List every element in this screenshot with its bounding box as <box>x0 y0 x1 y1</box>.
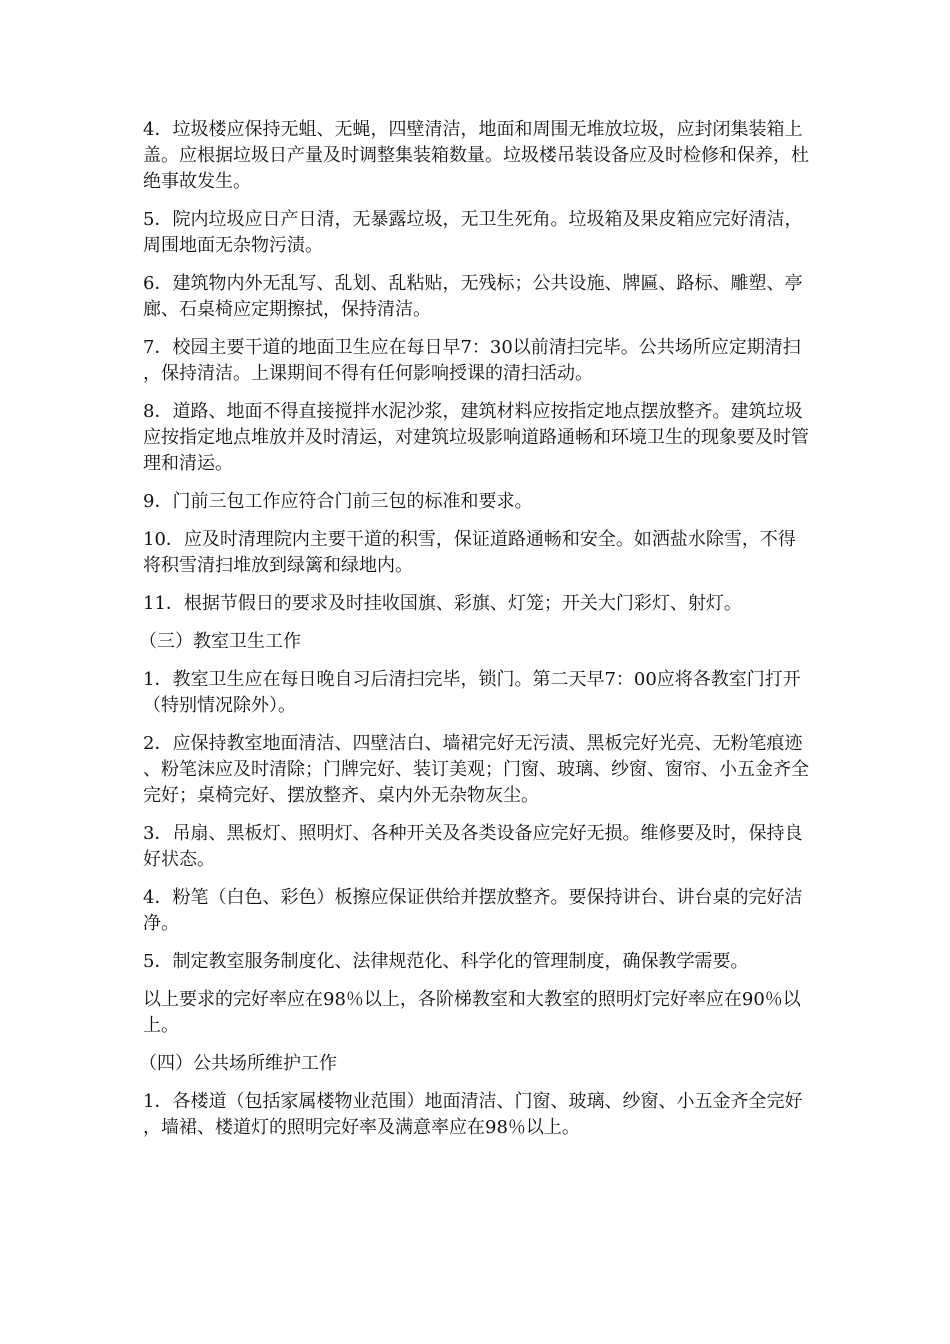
paragraph-yard-garbage: 5．院内垃圾应日产日清，无暴露垃圾，无卫生死角。垃圾箱及果皮箱应完好清洁，周围地面无杂物污渍。 <box>143 209 803 256</box>
paragraph-management-system: 5．制定教室服务制度化、法律规范化、科学化的管理制度，确保教学需要。 <box>143 951 749 972</box>
paragraph-main-road-cleaning: 7．校园主要干道的地面卫生应在每日早7：30以前清扫完毕。公共场所应定期清扫，保持清洁。上课期间不得有任何影响授课的清扫活动。 <box>143 337 801 384</box>
section-heading-public-places: （四）公共场所维护工作 <box>139 1053 337 1074</box>
paragraph-three-guarantees: 9．门前三包工作应符合门前三包的标准和要求。 <box>143 491 533 512</box>
paragraph-garbage-station: 4．垃圾楼应保持无蛆、无蝇，四壁清洁，地面和周围无堆放垃圾，应封闭集装箱上盖。应根据垃圾日产量及时调整集装箱数量。垃圾楼吊装设备应及时检修和保养，杜绝事故发生。 <box>143 119 809 192</box>
document-body <box>139 117 809 1153</box>
paragraph-corridor-maintenance: 1．各楼道（包括家属楼物业范围）地面清洁、门窗、玻璃、纱窗、小五金齐全完好，墙裙、楼道灯的照明完好率及满意率应在98％以上。 <box>143 1091 803 1138</box>
paragraph-chalk-supply: 4．粉笔（白色、彩色）板擦应保证供给并摆放整齐。要保持讲台、讲台桌的完好洁净。 <box>143 887 803 934</box>
paragraph-building-cleanliness: 6．建筑物内外无乱写、乱划、乱粘贴，无残标；公共设施、牌匾、路标、雕塑、亭廊、石桌椅应定期擦拭，保持清洁。 <box>143 273 803 320</box>
paragraph-classroom-condition: 2．应保持教室地面清洁、四壁洁白、墙裙完好无污渍、黑板完好光亮、无粉笔痕迹、粉笔沫应及时清除；门牌完好、装订美观；门窗、玻璃、纱窗、窗帘、小五金齐全完好；桌椅完好、摆放整齐、桌内外无杂物灰尘。 <box>143 733 809 806</box>
paragraph-intact-rate: 以上要求的完好率应在98％以上，各阶梯教室和大教室的照明灯完好率应在90％以上。 <box>143 989 801 1036</box>
paragraph-classroom-cleaning-time: 1．教室卫生应在每日晚自习后清扫完毕，锁门。第二天早7：00应将各教室门打开（特别情况除外）。 <box>143 669 801 716</box>
paragraph-holiday-flags: 11．根据节假日的要求及时挂收国旗、彩旗、灯笼；开关大门彩灯、射灯。 <box>143 593 742 614</box>
paragraph-classroom-equipment: 3．吊扇、黑板灯、照明灯、各种开关及各类设备应完好无损。维修要及时，保持良好状态。 <box>143 823 803 870</box>
paragraph-snow-removal: 10．应及时清理院内主要干道的积雪，保证道路通畅和安全。如洒盐水除雪，不得将积雪清扫堆放到绿篱和绿地内。 <box>143 529 796 576</box>
section-heading-classroom: （三）教室卫生工作 <box>139 631 301 652</box>
paragraph-construction-materials: 8．道路、地面不得直接搅拌水泥沙浆，建筑材料应按指定地点摆放整齐。建筑垃圾应按指定地点堆放并及时清运，对建筑垃圾影响道路通畅和环境卫生的现象要及时管理和清运。 <box>143 401 809 474</box>
